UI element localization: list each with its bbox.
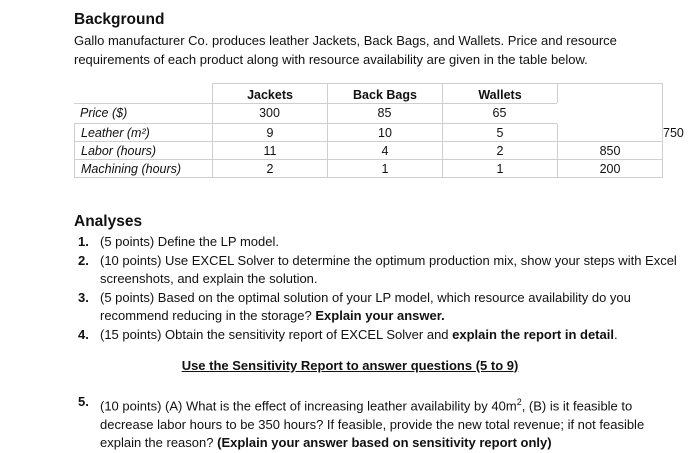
cell-leather-bags: 10 [328,124,443,142]
header-jackets-label: Jackets [247,87,293,102]
resource-table [74,83,684,178]
question-text: (5 points) Based on the optimal solution of your LP model, which resource availability do you recommend reducing in the storage? [100,289,631,323]
question-5 [78,393,678,453]
question-period: . [613,326,618,342]
sensitivity-heading: Use the Sensitivity Report to answer questions (5 to 9) [181,358,519,373]
question-number: 1. [78,234,89,249]
price-row [74,103,662,124]
question-text-a: (10 points) (A) What is the effect of increasing leather availability by 40m [100,398,517,414]
header-back-bags-label: Back Bags [353,87,417,102]
cell-machining-availability: 200 [558,160,663,178]
row-label-labor: Labor (hours) [75,142,213,160]
question-text: (15 points) Obtain the sensitivity report of EXCEL Solver and [100,326,449,342]
question-text: (10 points) Use EXCEL Solver to determine the optimum production mix, show your steps with Excel screenshots, and explain the solution. [100,252,677,286]
question-number: 5. [78,394,89,409]
question-5-body [78,393,678,453]
cell-labor-bags: 4 [328,142,443,160]
question-emphasis: (Explain your answer based on sensitivity report only) [217,435,552,451]
question-4 [78,326,678,345]
question-list [78,233,678,344]
cell-price-jackets: 300 [259,106,280,120]
question-emphasis: Explain your answer. [315,308,445,323]
question-number: 4. [78,326,89,342]
cell-labor-jackets: 11 [213,142,328,160]
question-text: (5 points) Define the LP model. [100,234,279,249]
cell-labor-wallets: 2 [443,142,558,160]
cell-labor-availability: 850 [558,142,663,160]
cell-machining-wallets: 1 [443,160,558,178]
superscript: 2 [516,397,522,407]
cell-leather-jackets: 9 [213,124,328,142]
availability-price-cover [557,103,662,124]
cell-price-bags: 85 [377,106,392,120]
row-label-price: Price ($) [80,106,128,120]
question-text-b: , (B) is it feasible to decrease labor hours to be 350 hours? If feasible, provide the new total revenue; if not feasible explain the reason? [100,398,645,451]
question-emphasis: explain the report in detail [452,326,614,342]
question-1 [78,233,678,252]
table-row [75,142,663,160]
cell-machining-jackets: 2 [213,160,328,178]
table-row [75,160,663,178]
question-number: 3. [78,289,89,305]
background-text: Gallo manufacturer Co. produces leather Jackets, Back Bags, and Wallets. Price and resource requirements of each product along with resource availability are given in the table below. [74,33,617,67]
analyses-heading: Analyses [74,213,143,230]
question-3 [78,289,678,326]
cell-leather-wallets: 5 [443,124,558,142]
table-row: Leather (m²) 9 10 5 750 [75,124,663,142]
cell-price-wallets: 65 [492,106,507,120]
question-number: 2. [78,252,89,268]
row-label-machining: Machining (hours) [75,160,213,178]
row-label-leather: Leather (m²) [75,124,213,142]
background-heading: Background [74,11,165,28]
header-wallets-label: Wallets [478,87,522,102]
cell-machining-bags: 1 [328,160,443,178]
question-2 [78,252,678,289]
